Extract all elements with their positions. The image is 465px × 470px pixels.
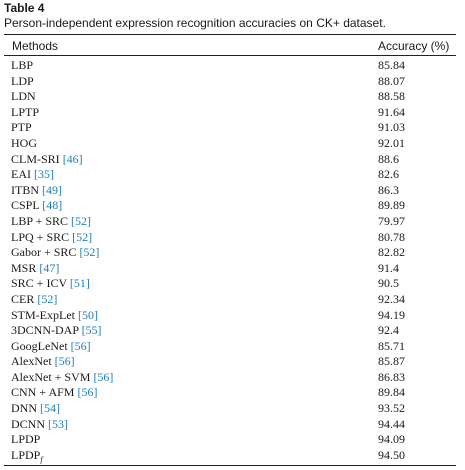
accuracy-cell: 82.82 [378,245,405,260]
accuracy-cell: 85.71 [378,338,405,353]
method-cell [11,245,99,261]
header-rule [4,55,456,56]
citation-link[interactable]: [48] [42,198,63,213]
table-row [0,74,465,90]
table-row [0,167,465,183]
method-cell [11,58,33,74]
accuracy-cell: 79.97 [378,213,405,228]
accuracy-cell: 92.34 [378,291,405,306]
table-label: Table 4 [4,1,45,15]
method-name: PTP [11,120,32,135]
citation-link[interactable]: [56] [77,385,98,400]
table-row [0,152,465,168]
accuracy-cell: 91.4 [378,260,399,275]
method-cell [11,183,62,199]
method-name: ITBN [11,182,39,197]
table-row [0,323,465,339]
citation-link[interactable]: [50] [78,307,98,322]
method-cell [11,308,98,324]
method-name: 3DCNN-DAP [11,323,79,338]
method-cell [11,370,113,386]
method-cell [11,261,59,277]
accuracy-cell: 90.5 [378,276,399,291]
method-cell [11,198,62,214]
method-cell [11,385,97,401]
citation-link[interactable]: [55] [81,323,102,338]
method-cell [11,401,60,417]
table-row [0,354,465,370]
citation-link[interactable]: [52] [72,229,93,244]
method-name: CER [11,291,35,306]
method-name: LPQ + SRC [11,229,70,244]
table-row [0,432,465,448]
accuracy-cell: 82.6 [378,167,399,182]
method-name: HOG [11,135,37,150]
citation-link[interactable]: [56] [93,369,114,384]
table-row [0,245,465,261]
citation-link[interactable]: [56] [54,354,75,369]
method-name: GoogLeNet [11,338,68,353]
table-row [0,401,465,417]
accuracy-cell: 85.87 [378,354,405,369]
table-row [0,276,465,292]
accuracy-cell: 94.44 [378,416,405,431]
table-row [0,292,465,308]
method-cell [11,136,37,152]
method-name: LDN [11,89,36,104]
table-caption [4,1,386,31]
accuracy-cell: 94.09 [378,432,405,447]
method-cell [11,167,54,183]
method-name: LBP + SRC [11,213,69,228]
method-name: DCNN [11,416,46,431]
table-row [0,136,465,152]
method-name: LDP [11,73,34,88]
accuracy-cell: 88.58 [378,89,405,104]
accuracy-cell: 89.89 [378,198,405,213]
method-cell [11,323,102,339]
header-methods: Methods [12,39,59,53]
citation-link[interactable]: [52] [37,291,58,306]
table-body [0,58,465,463]
method-name: LPTP [11,104,40,119]
method-cell [11,432,40,448]
accuracy-cell: 94.50 [378,447,405,462]
accuracy-cell: 91.64 [378,104,405,119]
accuracy-cell: 86.83 [378,369,405,384]
table-row [0,58,465,74]
method-name: AlexNet + SVM [11,369,91,384]
table-description: Person-independent expression recognition accuracies on CK+ dataset. [4,16,386,30]
method-cell [11,74,34,90]
method-cell [11,105,39,121]
method-name: CSPL [11,198,40,213]
method-cell [11,292,57,308]
accuracy-cell: 92.4 [378,323,399,338]
accuracy-cell: 93.52 [378,401,405,416]
accuracy-cell: 80.78 [378,229,405,244]
accuracy-cell: 94.19 [378,307,405,322]
table-row [0,214,465,230]
table-row [0,183,465,199]
table-row [0,198,465,214]
table-row [0,339,465,355]
method-name: AlexNet [11,354,52,369]
citation-link[interactable]: [53] [48,416,69,431]
bottom-rule [4,465,456,466]
accuracy-cell: 89.84 [378,385,405,400]
citation-link[interactable]: [35] [34,167,54,182]
method-cell [11,417,68,433]
table-row [0,261,465,277]
method-subscript: f [40,454,43,464]
citation-link[interactable]: [52] [79,245,100,260]
table-row [0,308,465,324]
accuracy-cell: 92.01 [378,135,405,150]
citation-link[interactable]: [47] [39,260,60,275]
top-rule [4,34,456,35]
accuracy-cell: 86.3 [378,182,399,197]
method-name: EAI [11,167,31,182]
method-name: DNN [11,401,37,416]
method-cell [11,230,92,246]
table-row [0,89,465,105]
method-cell [11,276,90,292]
citation-link[interactable]: [51] [69,276,90,291]
accuracy-cell: 88.6 [378,151,399,166]
method-name: LBP [11,58,34,72]
table-row [0,120,465,136]
method-name: LPDP [11,432,41,447]
citation-link[interactable]: [46] [62,151,83,166]
method-name: STM-ExpLet [11,307,75,322]
method-cell [11,152,83,168]
citation-link[interactable]: [54] [40,401,60,416]
citation-link[interactable]: [56] [70,338,91,353]
method-name: CNN + AFM [11,385,75,400]
table-row [0,230,465,246]
method-name: Gabor + SRC [11,245,77,260]
method-name: SRC + ICV [11,276,67,291]
method-name: LPDP [11,447,41,462]
accuracy-cell: 85.84 [378,58,405,72]
table-row [0,370,465,386]
method-cell [11,354,75,370]
citation-link[interactable]: [52] [71,213,92,228]
table-row [0,385,465,401]
accuracy-cell: 91.03 [378,120,405,135]
method-cell [11,339,91,355]
method-cell [11,120,32,136]
method-name: CLM-SRI [11,151,60,166]
header-accuracy: Accuracy (%) [378,39,450,53]
method-cell [11,214,91,230]
table-row [0,448,465,464]
table-row [0,417,465,433]
method-cell [11,89,36,105]
table-row [0,105,465,121]
citation-link[interactable]: [49] [42,182,62,197]
method-name: MSR [11,260,37,275]
accuracy-cell: 88.07 [378,73,405,88]
